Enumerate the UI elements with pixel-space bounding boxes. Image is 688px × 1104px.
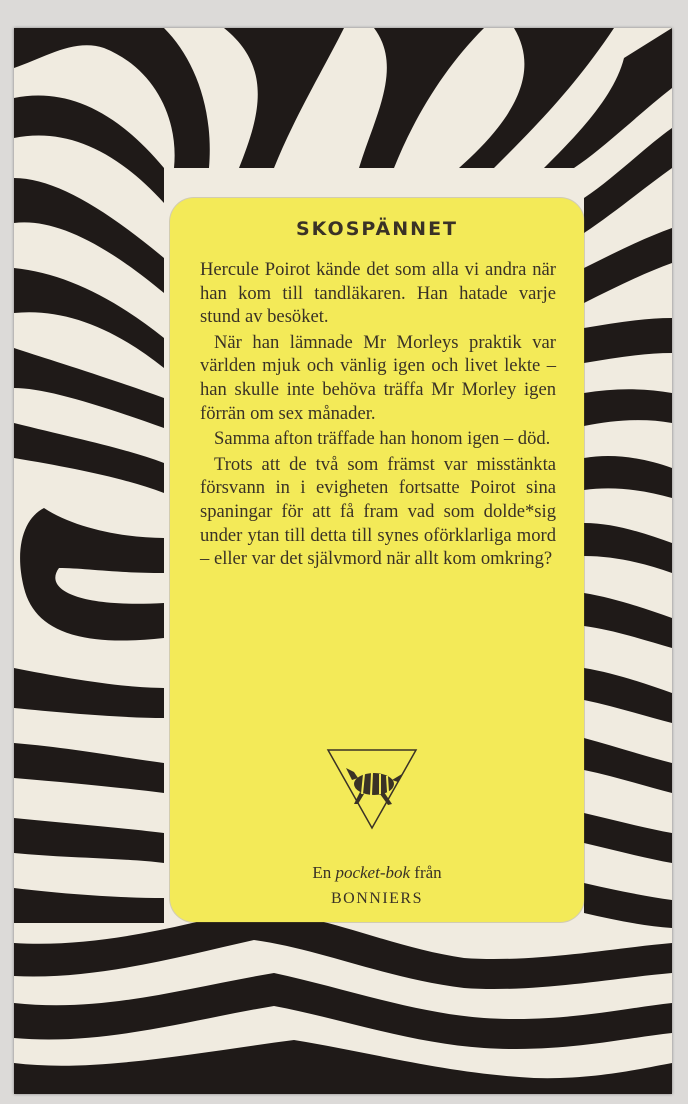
publisher-line	[170, 860, 584, 912]
publisher-series: pocket-bok	[335, 863, 411, 882]
publisher-name: BONNIERS	[330, 890, 423, 907]
blurb-text	[200, 258, 556, 573]
book-title: SKOSPÄNNET	[295, 218, 459, 240]
zebra-triangle-icon	[324, 746, 420, 837]
blurb-paragraph: När han lämnade Mr Morleys praktik var världen mjuk och vänlig igen och livet lekte – han skulle inte behöva träffa Mr Morley igen förrän om sex månader.	[200, 331, 556, 424]
book-back-cover	[14, 28, 672, 1094]
publisher-suffix: från	[414, 863, 442, 882]
blurb-paragraph: Hercule Poirot kände det som alla vi andra när han kom till tandläkaren. Han hatade varje stund av besöket.	[200, 259, 556, 328]
blurb-panel	[170, 198, 584, 922]
blurb-paragraph: Trots att de två som främst var misstänkta försvann in i evigheten fortsatte Poirot sina spaningar för att få fram vad som dolde*sig under ytan till detta till synes oförklarliga mord – eller var det självmord när allt kom omkring?	[200, 453, 556, 570]
blurb-paragraph: Samma afton träffade han honom igen – död.	[214, 428, 551, 450]
publisher-prefix: En	[312, 863, 332, 882]
